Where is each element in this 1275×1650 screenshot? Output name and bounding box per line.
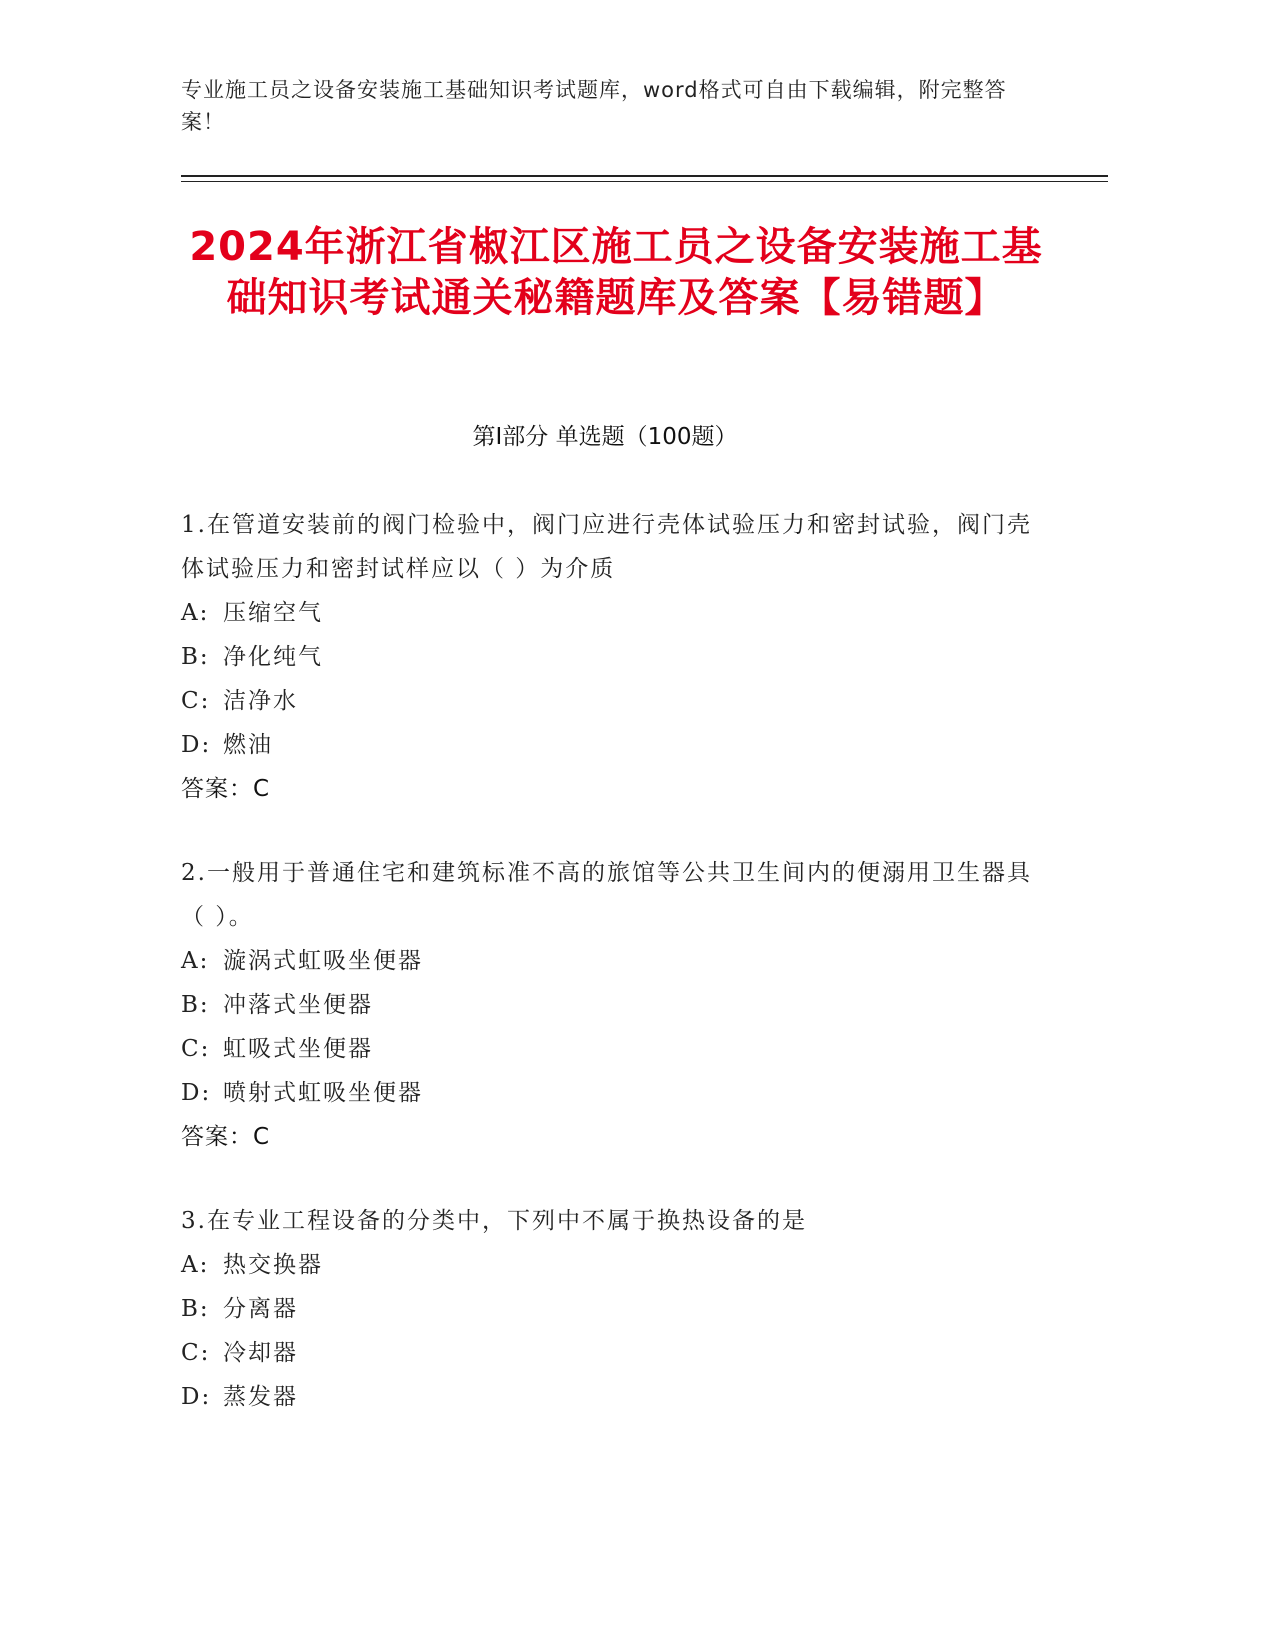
option-letter: C: (181, 688, 211, 714)
option-text: 冷却器 (223, 1340, 298, 1366)
option-a (181, 1243, 1041, 1287)
option-d (181, 723, 1041, 767)
question-2 (181, 851, 1041, 1159)
option-text: 虹吸式坐便器 (223, 1036, 373, 1062)
option-text: 净化纯气 (223, 644, 323, 670)
option-letter: D: (181, 1080, 212, 1106)
question-stem: 3.在专业工程设备的分类中，下列中不属于换热设备的是 (181, 1208, 807, 1234)
header-note: 专业施工员之设备安装施工基础知识考试题库，word格式可自由下载编辑，附完整答案！ (181, 78, 1007, 134)
option-text: 分离器 (223, 1296, 298, 1322)
question-3 (181, 1199, 1041, 1419)
option-a (181, 939, 1041, 983)
option-a (181, 591, 1041, 635)
option-letter: B: (181, 644, 210, 670)
option-letter: B: (181, 992, 210, 1018)
option-text: 洁净水 (223, 688, 298, 714)
question-1 (181, 503, 1041, 811)
option-letter: A: (181, 948, 210, 974)
option-b (181, 1287, 1041, 1331)
option-c (181, 679, 1041, 723)
question-stem: 2.一般用于普通住宅和建筑标准不高的旅馆等公共卫生间内的便溺用卫生器具（ ）。 (181, 860, 1032, 930)
question-stem: 1.在管道安装前的阀门检验中，阀门应进行壳体试验压力和密封试验，阀门壳体试验压力和密封试样应以（ ）为介质 (181, 512, 1032, 582)
option-b (181, 635, 1041, 679)
option-letter: A: (181, 1252, 210, 1278)
option-text: 燃油 (223, 732, 273, 758)
option-d (181, 1071, 1041, 1115)
option-text: 热交换器 (223, 1252, 323, 1278)
option-text: 漩涡式虹吸坐便器 (223, 948, 423, 974)
option-b (181, 983, 1041, 1027)
header-divider-thin (181, 181, 1108, 182)
document-title: 2024年浙江省椒江区施工员之设备安装施工基础知识考试通关秘籍题库及答案【易错题】 (189, 224, 1043, 321)
option-letter: D: (181, 732, 212, 758)
answer-line: 答案：C (181, 776, 271, 802)
option-letter: C: (181, 1340, 211, 1366)
option-text: 喷射式虹吸坐便器 (223, 1080, 423, 1106)
header-divider-thick (181, 175, 1108, 177)
option-letter: B: (181, 1296, 210, 1322)
option-letter: C: (181, 1036, 211, 1062)
option-c (181, 1027, 1041, 1071)
option-text: 蒸发器 (223, 1384, 298, 1410)
section-title: 第I部分 单选题（100题） (472, 424, 738, 450)
option-text: 压缩空气 (223, 600, 323, 626)
answer-line: 答案：C (181, 1124, 271, 1150)
option-letter: A: (181, 600, 210, 626)
option-text: 冲落式坐便器 (223, 992, 373, 1018)
option-letter: D: (181, 1384, 212, 1410)
option-c (181, 1331, 1041, 1375)
option-d (181, 1375, 1041, 1419)
